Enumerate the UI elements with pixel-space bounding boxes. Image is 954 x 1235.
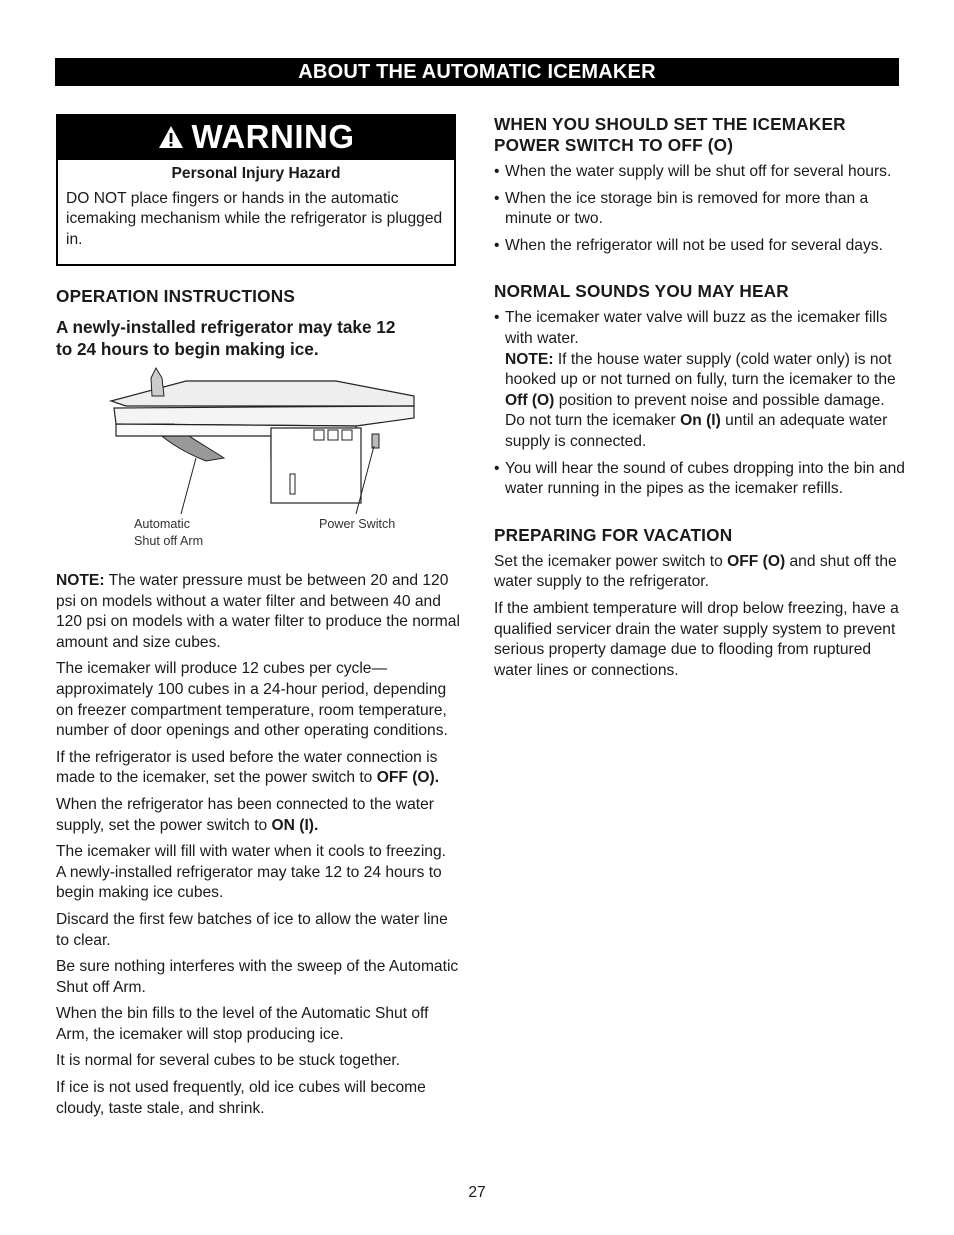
paragraph-fill-water: The icemaker will fill with water when it cools to freezing. A newly-installed refrigerator may take 12 to 24 hours to begin making ice cubes. [56, 843, 446, 902]
vacation-paragraph-1: Set the icemaker power switch to OFF (O) and shut off the water supply to the refrigerator. [494, 552, 897, 591]
warning-title: WARNING [191, 117, 355, 155]
left-column [56, 114, 460, 1125]
operation-heading: OPERATION INSTRUCTIONS [56, 286, 295, 306]
label-power-switch: Power Switch [319, 517, 396, 531]
paragraph-before-water: If the refrigerator is used before the water connection is made to the icemaker, set the power switch to OFF (O). [56, 748, 440, 787]
warning-box [56, 114, 456, 266]
paragraph-stuck: It is normal for several cubes to be stuck together. [56, 1052, 401, 1070]
sounds-bullets [494, 308, 906, 499]
operation-subheading: A newly-installed refrigerator may take 12 to 24 hours to begin making ice. [56, 317, 396, 359]
warning-subtitle: Personal Injury Hazard [171, 165, 341, 182]
paragraph-cubes-per-cycle: The icemaker will produce 12 cubes per cycle— approximately 100 cubes in a 24-hour period, depending on freezer compartment temperature, room temperature, number of door openings and other operating conditions. [56, 660, 448, 740]
list-item: • When the refrigerator will not be used for several days. [494, 236, 906, 257]
right-column [494, 114, 906, 687]
paragraph-after-water: When the refrigerator has been connected to the water supply, set the power switch to ON (I). [56, 795, 434, 834]
list-item: • When the ice storage bin is removed for more than a minute or two. [494, 189, 906, 230]
page-banner: ABOUT THE AUTOMATIC ICEMAKER [55, 58, 899, 86]
icemaker-illustration [56, 366, 460, 516]
off-bullets [494, 162, 906, 256]
label-automatic-shutoff-arm: Automatic Shut off Arm [134, 517, 204, 548]
icemaker-figure [56, 366, 460, 571]
warning-triangle-icon [158, 125, 184, 149]
paragraph-old-cubes: If ice is not used frequently, old ice cubes will become cloudy, taste stale, and shrink. [56, 1079, 426, 1117]
page-number: 27 [468, 1184, 486, 1201]
list-item: • You will hear the sound of cubes dropping into the bin and water running in the pipes as the icemaker refills. [494, 459, 906, 500]
pressure-note: NOTE: The water pressure must be between 20 and 120 psi on models without a water filter and between 40 and 120 psi on models with a water filter to produce the normal amount and size cubes. [56, 572, 460, 651]
warning-body: DO NOT place fingers or hands in the automatic icemaking mechanism while the refrigerator is plugged in. [66, 189, 443, 248]
paragraph-bin-fills: When the bin fills to the level of the Automatic Shut off Arm, the icemaker will stop producing ice. [56, 1005, 429, 1043]
vacation-paragraph-2: If the ambient temperature will drop below freezing, have a qualified servicer drain the water supply system to prevent serious property damage due to flooding from ruptured water lines or connections. [494, 599, 899, 679]
paragraph-discard: Discard the first few batches of ice to allow the water line to clear. [56, 910, 448, 949]
vacation-heading: PREPARING FOR VACATION [494, 524, 733, 545]
paragraph-sweep: Be sure nothing interferes with the sweep of the Automatic Shut off Arm. [56, 958, 459, 996]
list-item: • The icemaker water valve will buzz as the icemaker fills with water. NOTE: If the house water supply (cold water only) is not hooked up or not turned on fully, turn the icemaker to the Off (O) position to prevent noise and possible damage. Do not turn the icemaker On (I) until an adequate water supply is connected. [494, 308, 906, 452]
sounds-heading: NORMAL SOUNDS YOU MAY HEAR [494, 281, 789, 302]
off-heading: WHEN YOU SHOULD SET THE ICEMAKER POWER SWITCH TO OFF (O) [494, 114, 846, 155]
list-item: • When the water supply will be shut off for several hours. [494, 162, 906, 183]
warning-header [56, 114, 456, 160]
